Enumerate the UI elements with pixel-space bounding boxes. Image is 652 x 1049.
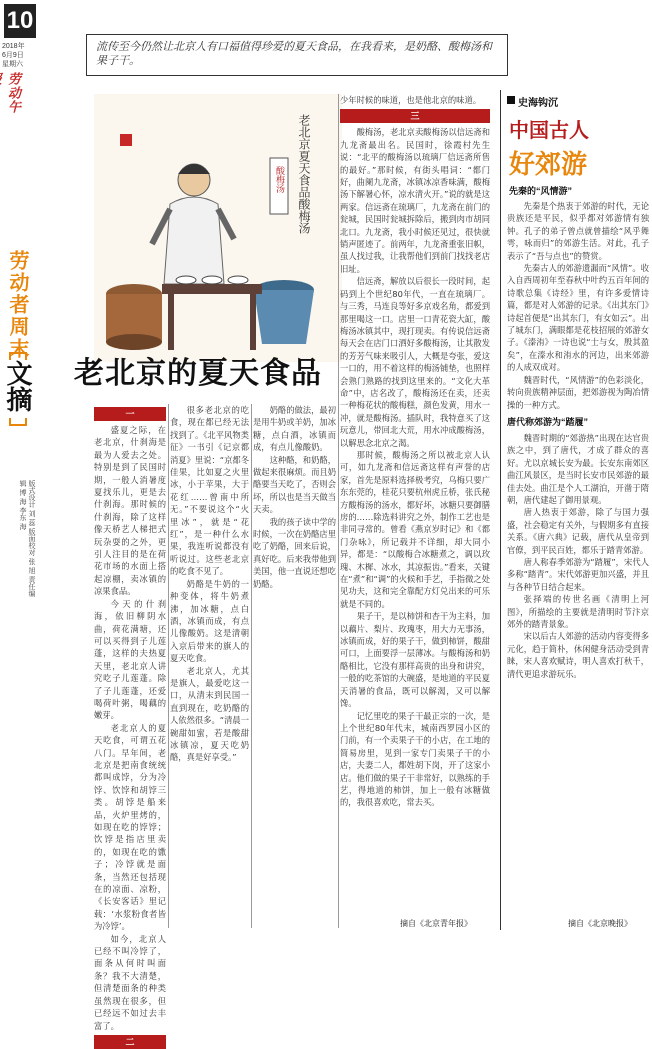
- paragraph: 先秦是个热衷于郊游的时代，无论贵族还是平民，似乎都对郊游情有独钟。孔子的弟子曾点就曾描绘“风乎舞雩，咏而归”的郊游生活。对此，孔子表示了“吾与点也”的赞赏。: [507, 201, 649, 261]
- paragraph: 信远斋，解放以后很长一段时间，起码到上个世纪80年代，一直在琉璃厂。与三秀，马连良等好多京戏名角，都爱到那里喝这一口。店里一口青花瓷大缸，酸梅汤冰镇其中，现打现卖。有传说信远斋每天会在店门口洒好多酸梅汤，让其散发的芳芳气味来吸引人，大概是夸张，爱这一口的，用不着这样的梅汤铺垫，也照样会熟门熟路的找到这里来的。“文化大革命”中，店名改了，酸梅汤还在卖，还卖一种梅花状的酸梅糕，颜色发黄，用水一冲，就是酸梅汤。插队时，我特意买了这玩意儿，带回北大荒，用水冲成酸梅汤，以解思念北京之渴。: [340, 276, 490, 448]
- paragraph: 今天的什刹海，依旧柳阴水曲，荷花满塘，还可以买得到子儿莲蓬，这样的夫热夏天里，老北京人讲究吃子儿莲蓬。除了子儿莲蓬，还爱喝荷叶粥，喝藕的嫩芽。: [94, 598, 166, 721]
- bracket-top: [9, 352, 27, 360]
- article-column-5: [507, 200, 649, 912]
- paragraph: 酸梅汤，老北京卖酸梅汤以信远斋和九龙斋最出名。民国时，徐霞村先生说：“北平的酸梅汤以琉璃厂信远斋所售的最好。”那时候，有街头唱词：“都门好，曲阑九龙斋，冰镇冰凉香味满，酸梅汤下解暑心怀，凉水清火开。”说的就是这两家。信远斋在琉璃厂，九龙斋在前门的瓮城，民国时瓮城拆除后，搬到肉市胡同北口。九龙斋，我小时候还见过，很快就销声匿迹了。前两年，九龙斋重张旧帜，虽人找过我，让我帮他们到前门找找老店旧址。: [340, 127, 490, 274]
- paragraph: 这种酪，和奶酪，做起来很麻烦。而且奶酪要当天吃了，否则会坏，所以也是当天做当天卖。: [253, 454, 336, 515]
- issue-weekday: 星期六: [2, 61, 23, 68]
- paragraph: 张择端的传世名画《清明上河图》，所描绘的主要就是清明时节汴京郊外的踏青景象。: [507, 594, 649, 629]
- column-divider: [168, 404, 169, 928]
- column-divider: [251, 404, 252, 928]
- bracket-bottom: [9, 418, 27, 426]
- sign-text: 酸梅汤: [274, 166, 284, 193]
- paragraph: 老北京人的夏天吃食，可谓五花八门。早年间，老北京是把南食统统都叫成饽，分为冷饽、饮饽和胡饽三类。胡饽是船来品，火炉里烤的，如现在吃的饽饽；饮饽是指店里卖的，如现在吃的馓子；冷饽就是面条，当然还包括现在的凉面、凉粉，《长安客话》里记载：‘水浆粉食者皆为冷饽’。: [94, 722, 166, 932]
- paragraph: 少年时候的味道，也是他北京的味道。: [340, 95, 482, 105]
- article-column-1: [94, 404, 166, 1047]
- section-heading-2: 二: [94, 1035, 166, 1049]
- paragraph: 如今，北京人已经不叫冷饽了，面条从何时叫面条？我不大清楚，但清楚面条的种类虽然现在很多，但已经远不如过去丰富了。: [94, 933, 166, 1031]
- paragraph: 先秦古人的郊游遗漏而“风情”。收入自西周初年至春秋中叶约五百年间的诗歌总集《诗经》里，有许多爱情诗篇，都是对人郊游的记录。《出其东门》诗起首便是“出其东门，有女如云”。出了城东门，满眼都是花枝招展的郊游女子。《溱洧》一诗也说“士与女，殷其盈矣”，在溱水和洧水的河边，出来郊游的人成双成对。: [507, 263, 649, 373]
- issue-date-year: 2018年: [2, 43, 25, 50]
- paragraph: 我的孩子读中学的时候，一次在奶酪店里吃了奶酪，回来后说，真好吃。后来我带他到美国，他一直说还想吃奶酪。: [253, 516, 336, 589]
- right-headline-1: 中国古人: [509, 118, 589, 142]
- kicker: 史海钩沉: [518, 98, 558, 109]
- right-headline-2: 好郊游: [509, 150, 588, 180]
- source-credit: 摘自《北京青年报》: [400, 919, 472, 928]
- paragraph: 记忆里吃的果子干最正宗的一次，是上个世纪80年代末，城南西罗园小区的门前，有一个卖果子干的小店，在工地的简易房里，见到一家专门卖果子干的小店，夫妻二人，都姓胡下岗，开了这家小店。他们做的果子干非常好，以熟练的手艺，得地道的柿饼，加上一般有冰糖做的，我很喜欢吃，常去买。: [340, 710, 490, 808]
- paragraph: 宋以后古人郊游的活动内容变得多元化，趋于简朴，休闲健身活动受到青睐，宋人喜欢赋诗，明人喜欢打秋千，清代更追求游玩乐。: [507, 631, 649, 679]
- column-title: 劳动者周末: [6, 250, 28, 360]
- article-divider: [500, 90, 501, 930]
- paragraph: 魏晋时代，“风情游”的色彩淡化，转向贵族精神层面，把郊游视为陶冶情操的一种方式。: [507, 374, 649, 410]
- paragraph: 那时候，酸梅汤之所以被北京人认可，如九龙斋和信远斋这样有声誉的店家，首先是原料选择极考究，乌梅只要广东东莞的，桂花只要杭州虎丘桥，张氏秘方酸梅汤的汤水，都好坏，冰糖只要御膳房的……除选料讲究之外，制作工艺也是非同寻常的。曾看《燕京岁时记》和《都门杂咏》，所记载并不详细，却大同小异，都是：“以酸梅合冰糖煮之，调以玫瑰、木樨、冰水，其凉振齿。”看来，关键在“煮”和“调”的火候和手艺，手指微之处见功夫，这和完全靠配方灯兑出来的可乐就是不同的。: [340, 449, 490, 609]
- paragraph: 果子干，是以柿饼和杏干为主料，加以藕片、梨片、玫瑰枣，用大力无事汤，冰镇而成，好的果子干，做到柿饼，酸甜可口，上面要浮一层薄冰。与酸梅汤和奶酪相比，它没有那样高贵的出身和讲究，一般的吃茶馆的大碗盛，是地道的平民夏天消暑的食品，既可以解渴，又可以解馋。: [340, 611, 490, 709]
- source-credit: 摘自《北京晚报》: [568, 919, 632, 928]
- paragraph: 魏晋时期的“郊游热”出现在达官贵族之中，到了唐代，才成了群众的喜好。尤以京城长安为最。长安东南郊区曲江风景区，是当时长安市民郊游的最佳去处。曲江是个人工湖泊，开凿于隋朝，唐代建起了御用景观。: [507, 432, 649, 505]
- kicker-square-icon: [507, 96, 515, 104]
- article-column-3: [253, 404, 336, 928]
- paragraph: 奶酪是牛奶的一种变体，将牛奶煮沸，加冰糖，点白酒，冰镇而成，有点儿像酸奶。这是清朝入京后带来的旗人的夏天吃食。: [170, 578, 249, 664]
- section-heading-1: 一: [94, 407, 166, 421]
- newspaper-logo: 劳动午: [5, 72, 20, 114]
- intro-banner-text: 流传至今仍然让北京人有口福值得珍爱的夏天食品，在我看来，是奶酪、酸梅汤和果子干。: [96, 40, 492, 67]
- staff-credits: 版式设计 刘 蕊 版面校对 张 旭 责任编辑 博 海 李东 海: [19, 480, 35, 597]
- page-number: 10: [4, 4, 36, 38]
- paragraph: 唐人称春季郊游为“踏履”，宋代人多称“踏青”。宋代郊游更加兴盛，并且与各种节日结合起来。: [507, 556, 649, 592]
- main-headline: 老北京的夏天食品: [74, 357, 322, 390]
- subheading-2: 唐代称郊游为“踏履”: [507, 416, 589, 427]
- illustration-vendor-painting: [94, 94, 342, 362]
- article-column-4: [340, 94, 490, 928]
- painting-inscription: 老北京夏天食品酸梅汤: [297, 114, 311, 234]
- issue-date-day: 6月9日: [2, 52, 24, 59]
- article-column-2: [170, 404, 249, 928]
- paragraph: 盛夏之际，在老北京，什刹海是最为人爱去之处。特别是到了民国时期，一般人消暑度夏找乐儿，更是去什刹海。那时候的什刹海，除了这样像天桥艺人梯把式玩杂耍的之外，更引人注目的是在荷花市场的水面上搭起凉棚，卖冰镇的凉果食品。: [94, 425, 166, 597]
- paragraph: 老北京人，尤其是旗人，最爱吃这一口，从清末到民国一直到现在，吃奶酪的人依然很多。“清晨一碗甜如蜜，若是酸甜冰镇凉，夏天吃奶酪，真是好享受。”: [170, 665, 249, 763]
- section-heading-3: 三: [340, 109, 490, 123]
- column-divider: [338, 94, 339, 928]
- subheading-1: 先秦的“风情游”: [509, 186, 573, 196]
- paragraph: 唐人热衷于郊游，除了与国力强盛，社会稳定有关外，与假期多有直接关系。《唐六典》记载，唐代从皇帝到官僚，到平民百姓，都乐于踏青郊游。: [507, 507, 649, 555]
- paragraph: 奶酪的做法，最初是用牛奶或羊奶，加冰糖，点白酒，冰镇而成，有点儿像酸奶。: [253, 405, 336, 453]
- paragraph: 很多老北京的吃食，现在都已经无法找到了。《北平风物类征》一书引《记京都消夏》里说：“京都冬佳果，比如夏之火里冰，小于苹果，大于花红……曾南中所无。”不要说这个“火里冰”，就是“花红”，是一种什么水果，我连听说都没有听说过。这些老北京的吃食不见了。: [170, 405, 249, 577]
- section-name: 文摘: [2, 360, 32, 412]
